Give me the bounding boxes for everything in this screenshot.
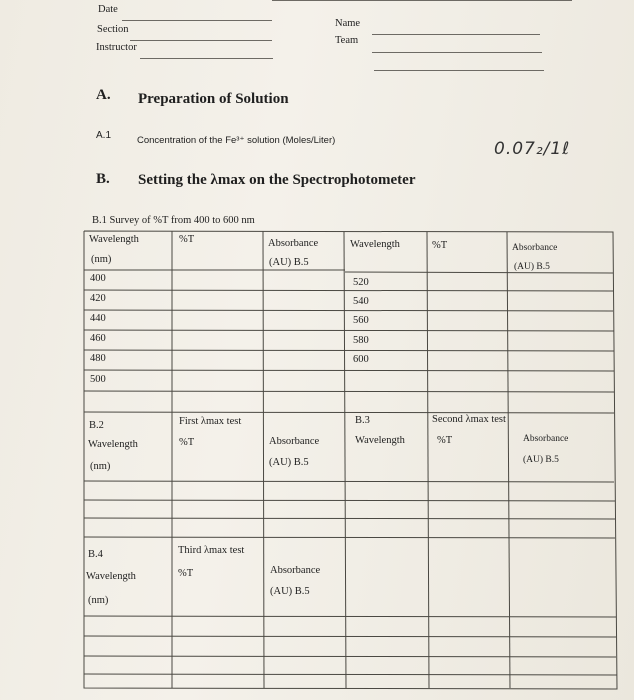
b1-caption: B.1 Survey of %T from 400 to 600 nm <box>92 215 255 226</box>
b4-au-header: (AU) B.5 <box>270 586 310 597</box>
b3-au-header: (AU) B.5 <box>523 455 559 465</box>
name-label: Name <box>335 18 361 29</box>
b4-third-test-label: Third λmax test <box>178 545 245 556</box>
instructor-label: Instructor <box>96 42 137 53</box>
b2-wavelength-header: Wavelength <box>88 439 138 450</box>
section-label: Section <box>97 24 129 35</box>
a1-text: Concentration of the Fe³⁺ solution (Moles/Liter) <box>137 135 336 146</box>
team-label: Team <box>335 35 359 46</box>
b2-nm-header: (nm) <box>90 461 111 472</box>
a1-number: A.1 <box>96 130 112 141</box>
b1-wavelength-560: 560 <box>353 315 369 326</box>
b2-label: B.2 <box>89 420 104 431</box>
b2-absorbance-header: Absorbance <box>269 436 320 447</box>
b2-pct-t-header: %T <box>179 437 195 448</box>
b1-wavelength-600: 600 <box>353 354 369 365</box>
date-label: Date <box>98 4 118 15</box>
b1-wavelength-520: 520 <box>353 277 369 288</box>
b1-au-header: (AU) B.5 <box>269 257 309 268</box>
section-a-letter: A. <box>96 87 111 103</box>
b3-absorbance-header: Absorbance <box>523 434 569 444</box>
b4-pct-t-header: %T <box>178 568 194 579</box>
b1-wavelength-500: 500 <box>90 374 106 385</box>
section-b-title: Setting the λmax on the Spectrophotometer <box>138 172 416 188</box>
b1-wavelength-460: 460 <box>90 333 106 344</box>
b3-pct-t-header: %T <box>437 435 453 446</box>
b1-wavelength-header-right: Wavelength <box>350 239 400 250</box>
b1-absorbance-header-right: Absorbance <box>512 243 558 253</box>
b1-wavelength-header: Wavelength <box>89 234 139 245</box>
b4-wavelength-header: Wavelength <box>86 571 136 582</box>
b1-pct-t-header: %T <box>179 234 195 245</box>
b3-second-test-label: Second λmax test <box>432 414 506 425</box>
section-b-letter: B. <box>96 171 110 187</box>
b1-wavelength-480: 480 <box>90 353 106 364</box>
b1-wavelength-440: 440 <box>90 313 106 324</box>
b2-au-header: (AU) B.5 <box>269 457 309 468</box>
b4-label: B.4 <box>88 549 103 560</box>
b1-wavelength-400: 400 <box>90 273 106 284</box>
b1-wavelength-540: 540 <box>353 296 369 307</box>
b1-pct-t-header-right: %T <box>432 240 448 251</box>
b3-wavelength-header: Wavelength <box>355 435 405 446</box>
b1-nm-header: (nm) <box>91 254 112 265</box>
b4-absorbance-header: Absorbance <box>270 565 321 576</box>
b1-wavelength-580: 580 <box>353 335 369 346</box>
b3-label: B.3 <box>355 415 370 426</box>
b2-first-test-label: First λmax test <box>179 416 242 427</box>
b4-nm-header: (nm) <box>88 595 109 606</box>
a1-handwritten-answer: 0.07₂/1ℓ <box>494 139 571 159</box>
b1-absorbance-header: Absorbance <box>268 238 319 249</box>
section-a-title: Preparation of Solution <box>138 91 289 107</box>
b1-wavelength-420: 420 <box>90 293 106 304</box>
b1-au-header-right: (AU) B.5 <box>514 262 550 272</box>
